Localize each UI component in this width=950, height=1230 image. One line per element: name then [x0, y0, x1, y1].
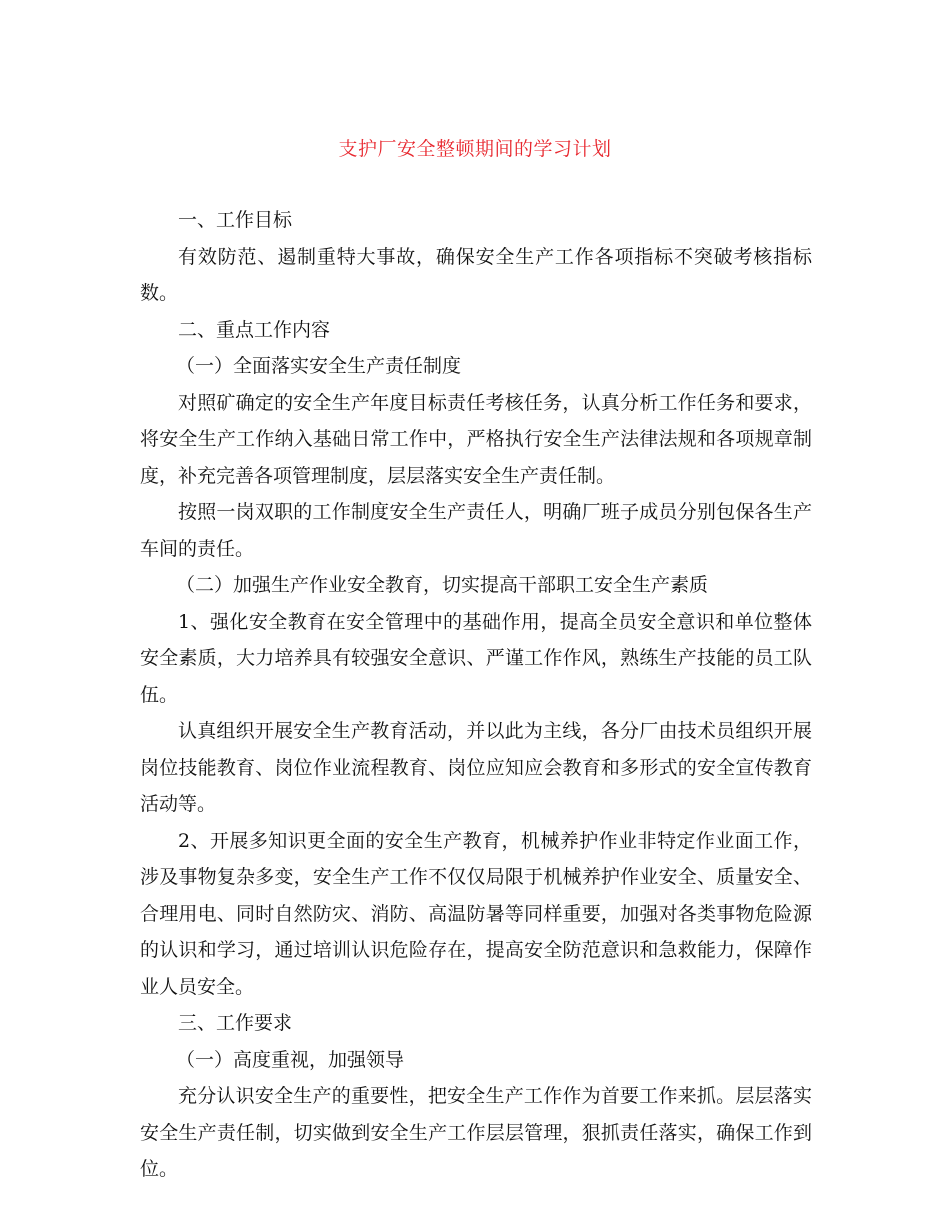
paragraph-education-3: 2、开展多知识更全面的安全生产教育，机械养护作业非特定作业面工作，涉及事物复杂多变，安全生产工作不仅仅局限于机械养护作业安全、质量安全、合理用电、同时自然防灾、消防、高温防暑等同样重要，加强对各类事物危险源的认识和学习，通过培训认识危险存在，提高安全防范意识和急救能力，保障作业人员安全。 [140, 829, 812, 998]
paragraph-education-2: 认真组织开展安全生产教育活动，并以此为主线，各分厂由技术员组织开展岗位技能教育、岗位作业流程教育、岗位应知应会教育和多形式的安全宣传教育活动等。 [140, 720, 812, 815]
document-body [140, 202, 812, 1188]
subheading-leadership: （一）高度重视，加强领导 [176, 1048, 405, 1071]
heading-key-content: 二、重点工作内容 [178, 318, 331, 341]
heading-work-requirements: 三、工作要求 [178, 1012, 293, 1034]
heading-work-goal: 一、工作目标 [178, 209, 293, 231]
paragraph-education-1: 1、强化安全教育在安全管理中的基础作用，提高全员安全意识和单位整体安全素质，大力培养具有较强安全意识、严谨工作作风，熟练生产技能的员工队伍。 [140, 610, 812, 706]
paragraph-responsibility-2: 按照一岗双职的工作制度安全生产责任人，明确厂班子成员分别包保各生产车间的责任。 [140, 501, 812, 560]
subheading-responsibility: （一）全面落实安全生产责任制度 [176, 355, 462, 377]
paragraph-goal-text: 有效防范、遏制重特大事故，确保安全生产工作各项指标不突破考核指标数。 [140, 245, 812, 304]
paragraph-leadership: 充分认识安全生产的重要性，把安全生产工作作为首要工作来抓。层层落实安全生产责任制，切实做到安全生产工作层层管理，狠抓责任落实，确保工作到位。 [140, 1085, 812, 1180]
subheading-safety-education: （二）加强生产作业安全教育，切实提高干部职工安全生产素质 [176, 574, 709, 596]
document-title: 支护厂安全整顿期间的学习计划 [338, 138, 612, 160]
paragraph-responsibility-1: 对照矿确定的安全生产年度目标责任考核任务，认真分析工作任务和要求，将安全生产工作纳入基础日常工作中，严格执行安全生产法律法规和各项规章制度，补充完善各项管理制度，层层落实安全生产责任制。 [140, 391, 812, 487]
